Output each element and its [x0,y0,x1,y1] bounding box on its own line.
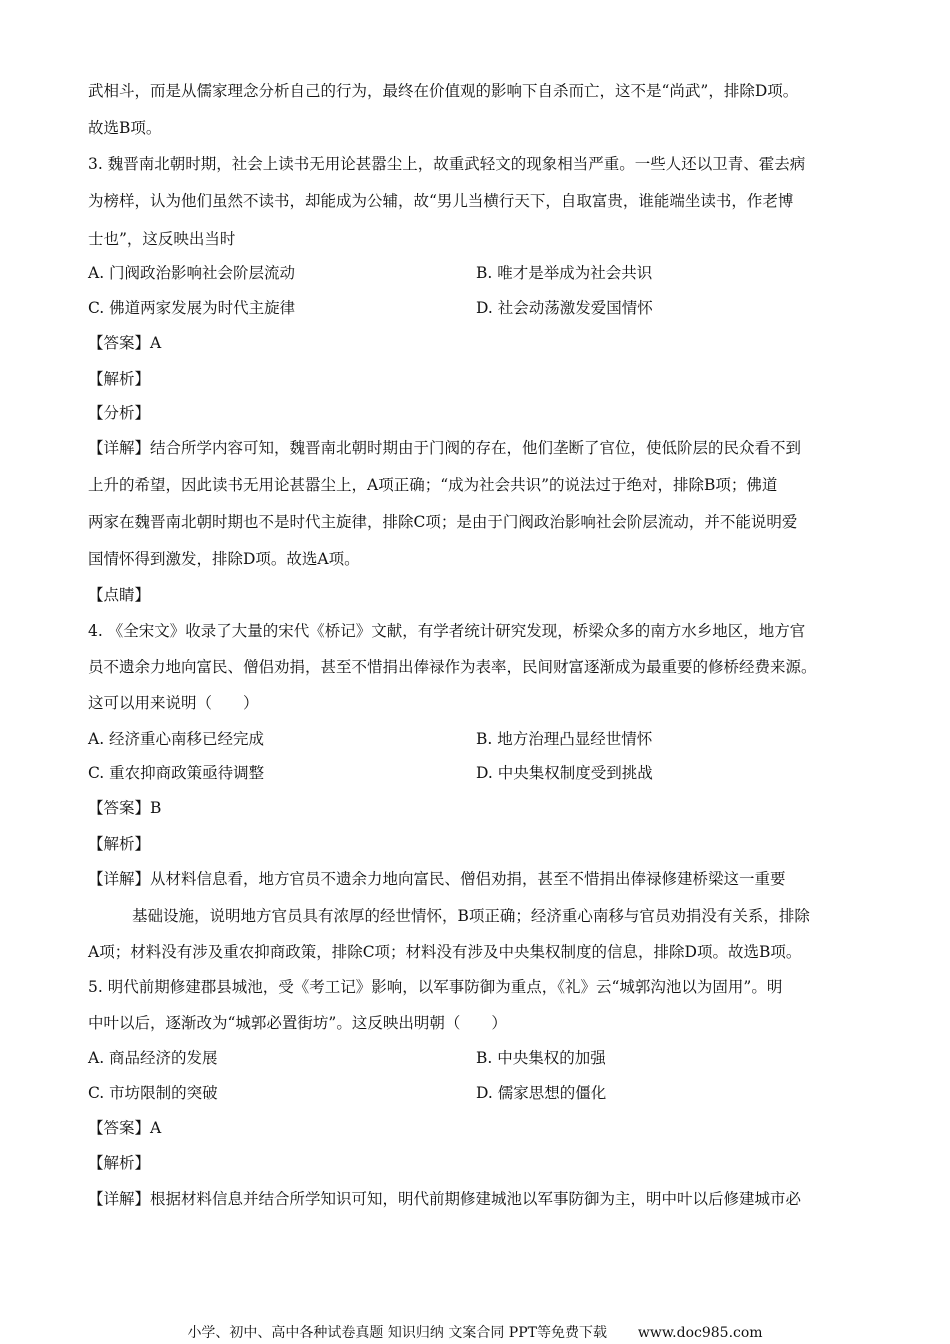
option-c: C. 重农抑商政策亟待调整 [88,764,265,782]
detail-text: 【详解】根据材料信息并结合所学知识可知，明代前期修建城池以军事防御为主，明中叶以后修建城市必 [88,1190,802,1208]
option-a: A. 门阀政治影响社会阶层流动 [88,264,296,282]
analysis-label: 【解析】 [88,370,151,388]
question-4-stem: 员不遗余力地向富民、僧侣劝捐，甚至不惜捐出俸禄作为表率，民间财富逐渐成为最重要的修桥经费来源。 [88,658,817,676]
question-3-stem: 士也”，这反映出当时 [88,230,236,248]
option-d: D. 社会动荡激发爱国情怀 [476,299,653,317]
answer-label: 【答案】A [88,334,162,352]
text-line: 故选B项。 [88,119,162,137]
analysis-label: 【解析】 [88,835,151,853]
option-b: B. 地方治理凸显经世情怀 [476,730,653,748]
detail-text: 【详解】从材料信息看，地方官员不遗余力地向富民、僧侣劝捐，甚至不惜捐出俸禄修建桥梁这一重要 [88,870,786,888]
option-a: A. 经济重心南移已经完成 [88,730,265,748]
analysis-label: 【解析】 [88,1154,151,1172]
question-3-stem: 3. 魏晋南北朝时期，社会上读书无用论甚嚣尘上，故重武轻文的现象相当严重。一些人还以卫青、霍去病 [88,155,806,173]
question-4-stem: 这可以用来说明（ ） [88,694,259,712]
footer-website-link[interactable]: www.doc985.com [637,1325,763,1341]
option-d: D. 儒家思想的僵化 [476,1084,607,1102]
option-b: B. 中央集权的加强 [476,1049,606,1067]
detail-text: 【详解】结合所学内容可知，魏晋南北朝时期由于门阀的存在，他们垄断了官位，使低阶层的民众看不到 [88,439,802,457]
question-4-stem: 4. 《全宋文》收录了大量的宋代《桥记》文献，有学者统计研究发现，桥梁众多的南方水乡地区，地方官 [88,622,806,640]
note-label: 【点睛】 [88,586,151,604]
detail-text: 两家在魏晋南北朝时期也不是时代主旋律，排除C项；是由于门阀政治影响社会阶层流动，并不能说明爱 [88,513,798,531]
detail-text: A项；材料没有涉及重农抑商政策，排除C项；材料没有涉及中央集权制度的信息，排除D项。故选B项。 [88,943,802,961]
option-a: A. 商品经济的发展 [88,1049,218,1067]
question-3-stem: 为榜样，认为他们虽然不读书，却能成为公辅，故“男儿当横行天下，自取富贵，谁能端坐读书，作老博 [88,192,794,210]
answer-label: 【答案】A [88,1119,162,1137]
option-b: B. 唯才是举成为社会共识 [476,264,653,282]
detail-text: 国情怀得到激发，排除D项。故选A项。 [88,550,360,568]
option-c: C. 市坊限制的突破 [88,1084,218,1102]
question-5-stem: 中叶以后，逐渐改为“城郭必置街坊”。这反映出明朝（ ） [88,1014,507,1032]
detail-text: 上升的希望，因此读书无用论甚嚣尘上，A项正确；“成为社会共识”的说法过于绝对，排除B项；佛道 [88,476,778,494]
footer-promo-text: 小学、初中、高中各种试卷真题 知识归纳 文案合同 PPT等免费下载 [187,1325,607,1341]
option-c: C. 佛道两家发展为时代主旋律 [88,299,296,317]
option-d: D. 中央集权制度受到挑战 [476,764,653,782]
detail-text: 基础设施，说明地方官员具有浓厚的经世情怀，B项正确；经济重心南移与官员劝捐没有关系，排除 [132,907,810,925]
answer-label: 【答案】B [88,799,162,817]
page-footer [0,1322,950,1342]
question-5-stem: 5. 明代前期修建郡县城池，受《考工记》影响，以军事防御为重点，《礼》云“城郭沟池以为固用”。明 [88,978,783,996]
analysis-label: 【分析】 [88,404,151,422]
text-line: 武相斗，而是从儒家理念分析自己的行为，最终在价值观的影响下自杀而亡，这不是“尚武”，排除D项。 [88,82,799,100]
